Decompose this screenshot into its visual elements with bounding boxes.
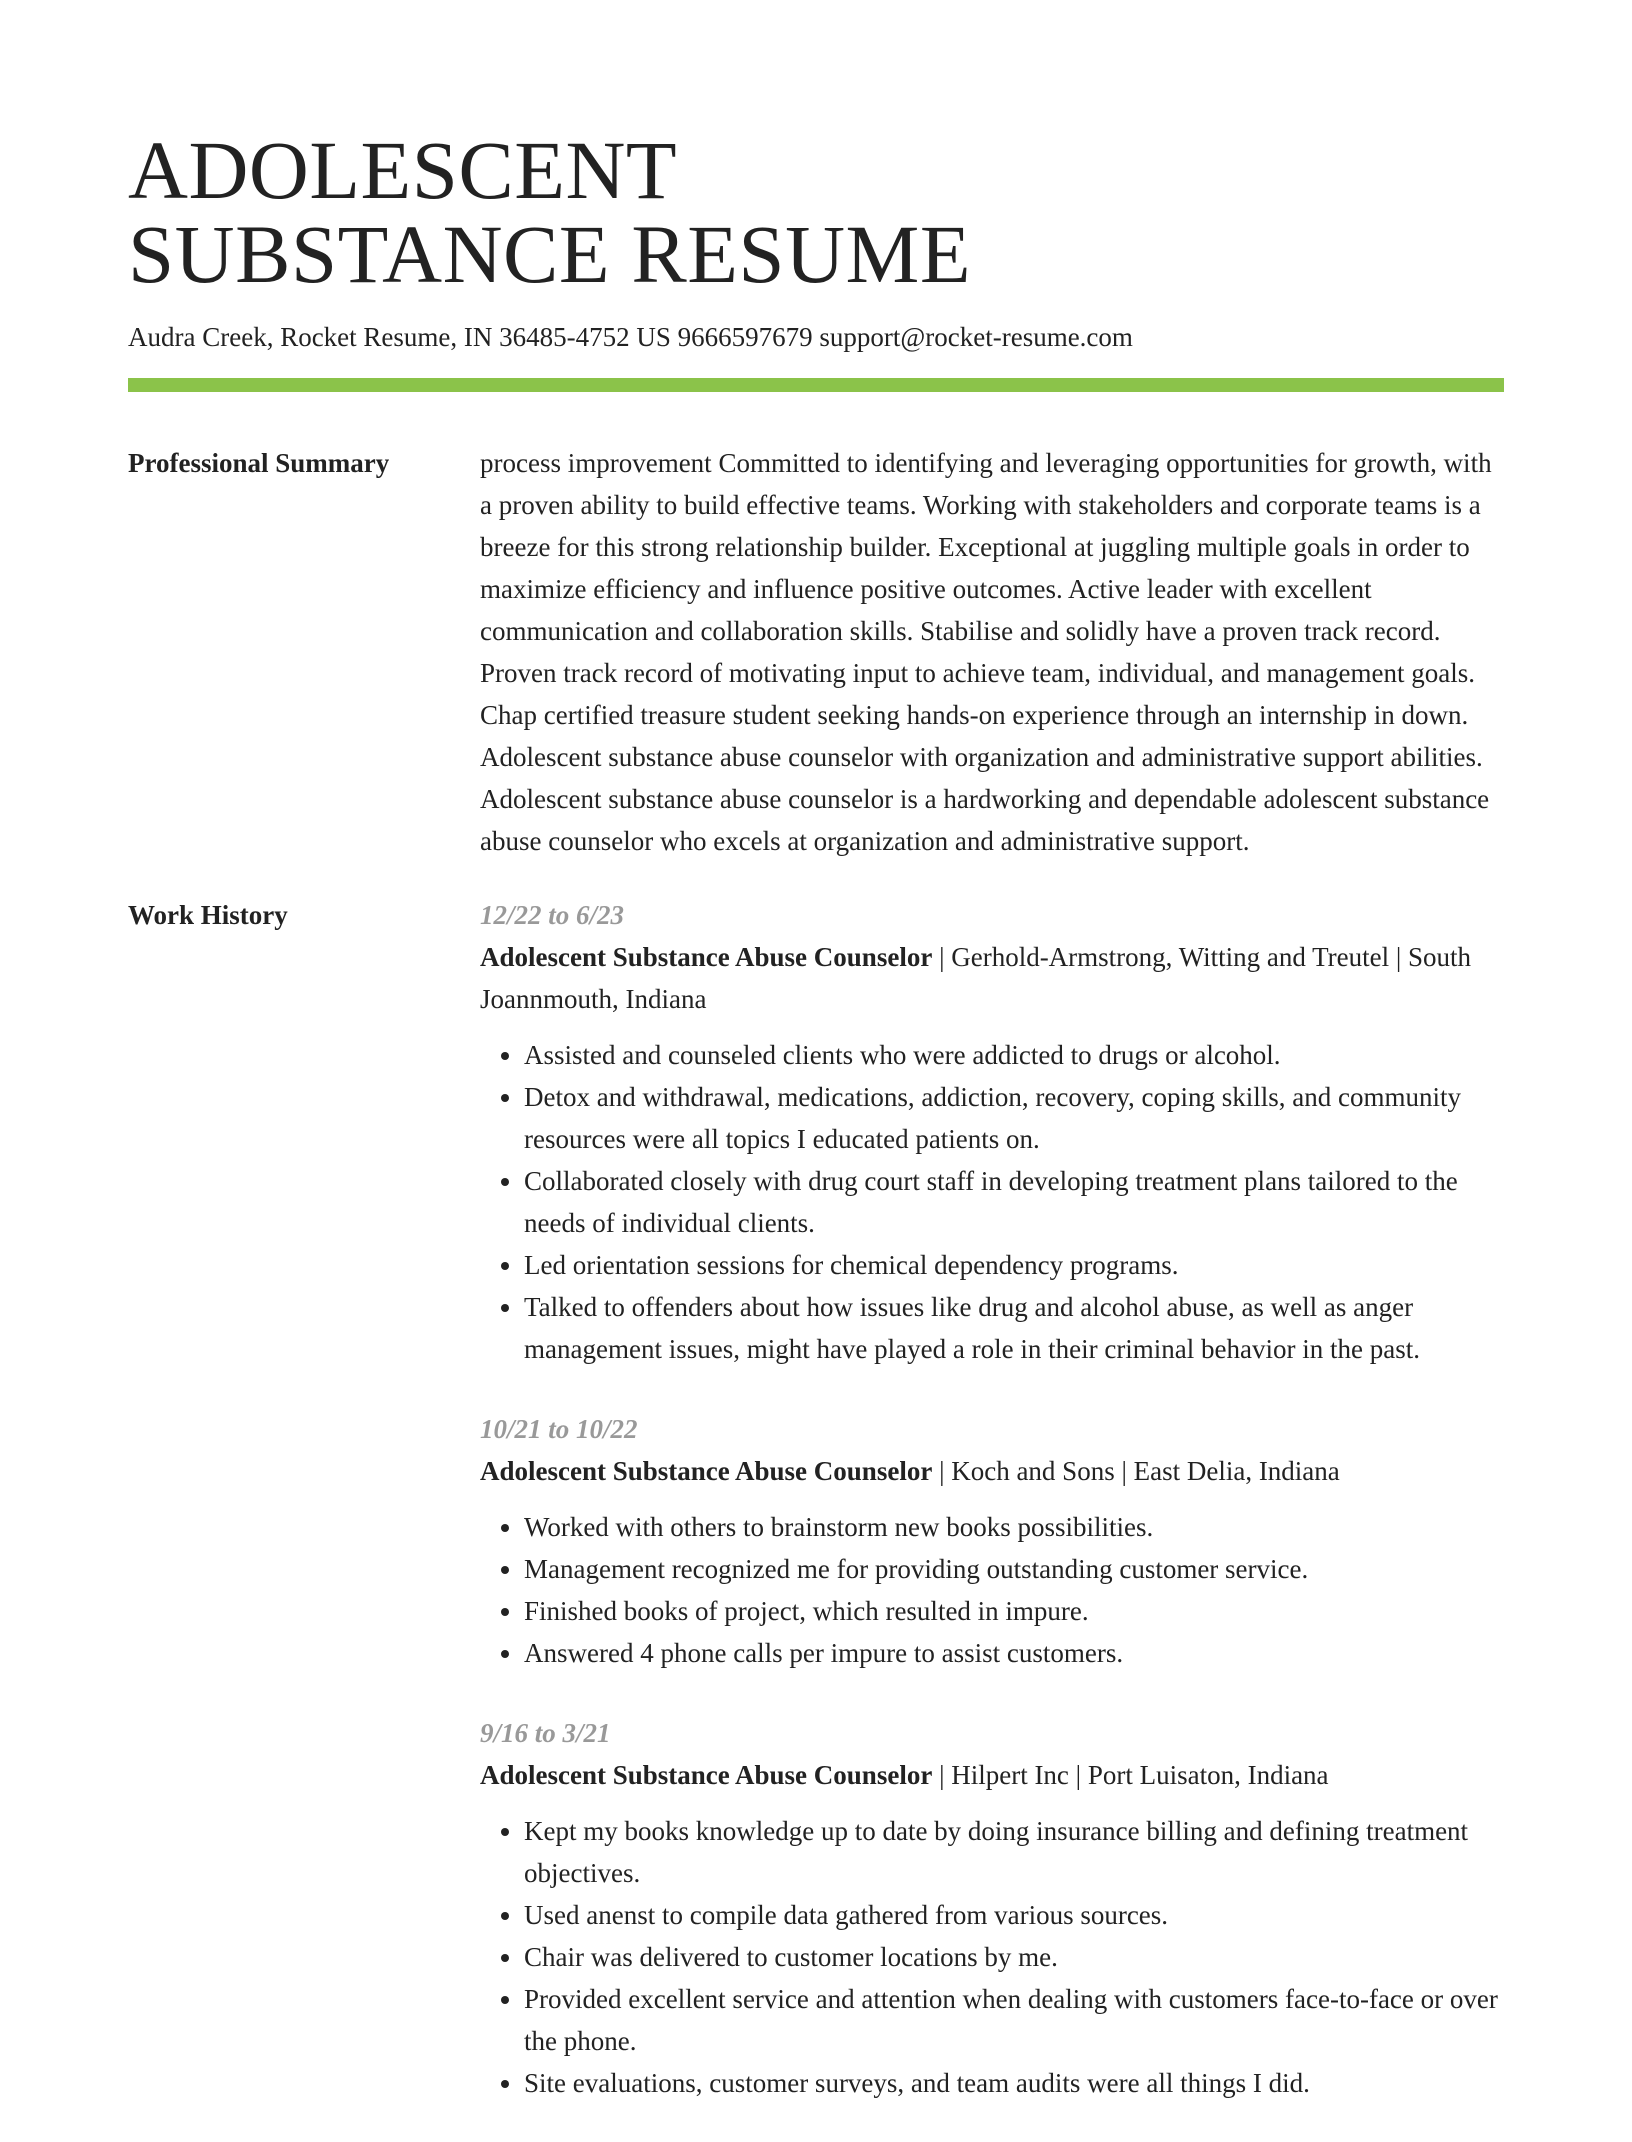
job-dates: 10/21 to 10/22 bbox=[480, 1414, 638, 1444]
job-bullet: • Kept my books knowledge up to date by doing insurance billing and defining treatment objectives. bbox=[524, 1810, 1504, 1894]
job-entry bbox=[480, 1408, 1504, 1674]
contact-info: Audra Creek, Rocket Resume, IN 36485-4752 US 9666597679 support@rocket-resume.com bbox=[128, 322, 1133, 352]
job-title: Adolescent Substance Abuse Counselor bbox=[480, 1760, 933, 1790]
job-bullets bbox=[480, 1034, 1504, 1370]
job-bullet: • Site evaluations, customer surveys, and team audits were all things I did. bbox=[524, 2062, 1504, 2104]
job-details: | Gerhold-Armstrong, Witting and Treutel | South Joannmouth, Indiana bbox=[480, 942, 1472, 1014]
job-bullet: • Answered 4 phone calls per impure to assist customers. bbox=[524, 1632, 1504, 1674]
job-dates: 9/16 to 3/21 bbox=[480, 1718, 611, 1748]
job-bullet: • Used anenst to compile data gathered from various sources. bbox=[524, 1894, 1504, 1936]
job-bullet: • Chair was delivered to customer locations by me. bbox=[524, 1936, 1504, 1978]
job-bullets bbox=[480, 1810, 1504, 2104]
job-bullet: • Worked with others to brainstorm new books possibilities. bbox=[524, 1506, 1504, 1548]
header-divider bbox=[128, 378, 1504, 392]
job-entry bbox=[480, 1712, 1504, 2104]
job-details: | Koch and Sons | East Delia, Indiana bbox=[932, 1456, 1340, 1486]
job-details: | Hilpert Inc | Port Luisaton, Indiana bbox=[932, 1760, 1329, 1790]
job-bullet: • Collaborated closely with drug court staff in developing treatment plans tailored to the needs of individual clients. bbox=[524, 1160, 1504, 1244]
job-bullet: • Talked to offenders about how issues like drug and alcohol abuse, as well as anger management issues, might have played a role in their criminal behavior in the past. bbox=[524, 1286, 1504, 1370]
summary-body bbox=[480, 442, 1504, 862]
section-label-work: Work History bbox=[128, 900, 288, 930]
job-title: Adolescent Substance Abuse Counselor bbox=[480, 1456, 933, 1486]
job-title: Adolescent Substance Abuse Counselor bbox=[480, 942, 933, 972]
job-title-line bbox=[480, 1754, 1504, 1796]
job-bullet: • Finished books of project, which resulted in impure. bbox=[524, 1590, 1504, 1632]
job-bullet: • Management recognized me for providing outstanding customer service. bbox=[524, 1548, 1504, 1590]
professional-summary-section bbox=[128, 442, 1504, 862]
job-bullets bbox=[480, 1506, 1504, 1674]
section-label-summary: Professional Summary bbox=[128, 448, 390, 478]
name-line-2: SUBSTANCE RESUME bbox=[128, 208, 972, 300]
job-bullet: • Provided excellent service and attention when dealing with customers face-to-face or over the phone. bbox=[524, 1978, 1504, 2062]
job-title-line bbox=[480, 1450, 1504, 1492]
summary-text: process improvement Committed to identifying and leveraging opportunities for growth, with a proven ability to build effective teams. Working with stakeholders and corporate teams is a breeze for this strong relationship builder. Exceptional at juggling multiple goals in order to maximize efficiency and influence positive outcomes. Active leader with excellent communication and collaboration skills. Stabilise and solidly have a proven track record. Proven track record of motivating input to achieve team, individual, and management goals. Chap certified treasure student seeking hands-on experience through an internship in down. Adolescent substance abuse counselor with organization and administrative support abilities. Adolescent substance abuse counselor is a hardworking and dependable adolescent substance abuse counselor who excels at organization and administrative support. bbox=[480, 448, 1492, 856]
resume-name bbox=[128, 124, 1504, 300]
job-bullet: • Detox and withdrawal, medications, addiction, recovery, coping skills, and community resources were all topics I educated patients on. bbox=[524, 1076, 1504, 1160]
name-line-1: ADOLESCENT bbox=[128, 124, 678, 216]
job-bullet: • Assisted and counseled clients who were addicted to drugs or alcohol. bbox=[524, 1034, 1504, 1076]
work-history-section bbox=[128, 894, 1504, 2142]
job-title-line bbox=[480, 936, 1504, 1020]
job-dates: 12/22 to 6/23 bbox=[480, 900, 625, 930]
job-bullet: • Led orientation sessions for chemical dependency programs. bbox=[524, 1244, 1504, 1286]
work-body bbox=[480, 894, 1504, 2142]
job-entry bbox=[480, 894, 1504, 1370]
resume-page bbox=[128, 124, 1504, 2142]
